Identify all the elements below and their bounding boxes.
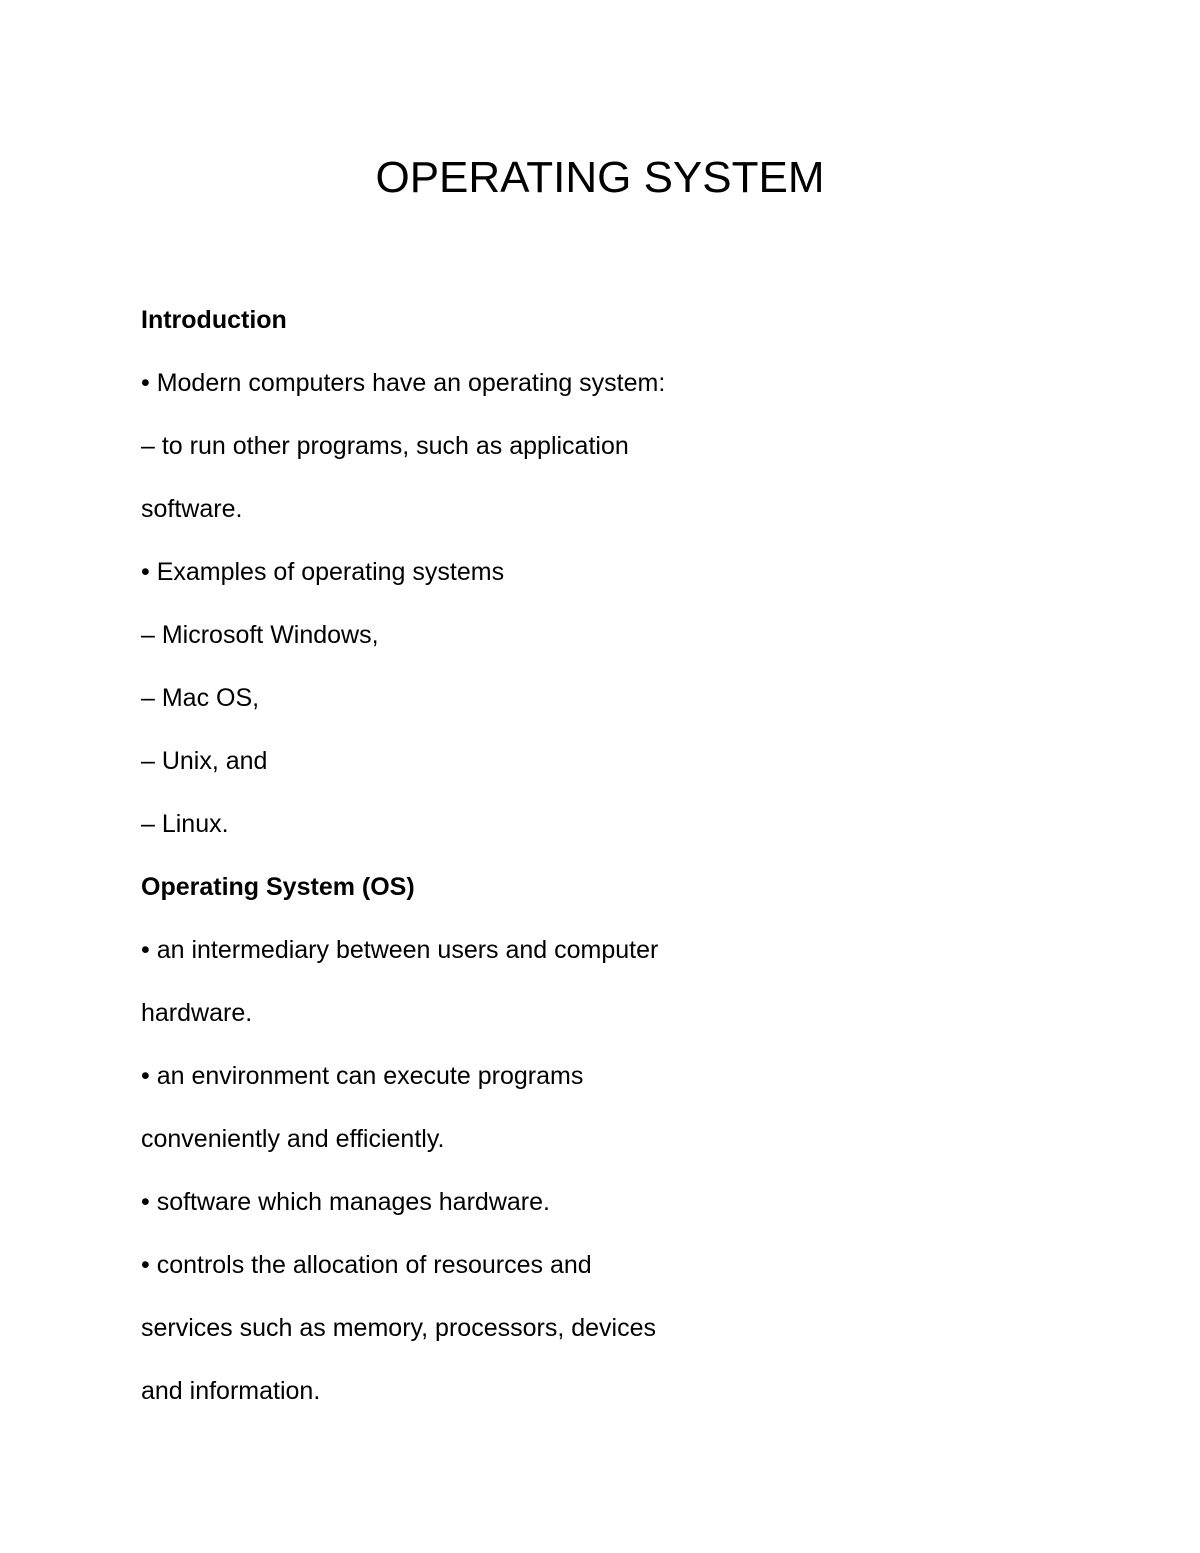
text-line: hardware. <box>141 999 253 1027</box>
text-line: – Unix, and <box>141 747 268 775</box>
text-line: – Linux. <box>141 810 229 838</box>
text-line: • controls the allocation of resources and <box>141 1251 592 1279</box>
text-line: • an intermediary between users and computer <box>141 936 659 964</box>
section-heading-operating-system: Operating System (OS) <box>141 873 415 901</box>
text-line: – Microsoft Windows, <box>141 621 379 649</box>
text-line: – to run other programs, such as application <box>141 432 629 460</box>
text-line: software. <box>141 495 243 523</box>
section-heading-introduction: Introduction <box>141 306 287 334</box>
page-title: OPERATING SYSTEM <box>375 153 825 202</box>
text-line: and information. <box>141 1377 321 1405</box>
text-line: • Examples of operating systems <box>141 558 505 586</box>
text-line: • Modern computers have an operating system: <box>141 369 666 397</box>
text-line: – Mac OS, <box>141 684 260 712</box>
text-line: • software which manages hardware. <box>141 1188 550 1216</box>
text-line: • an environment can execute programs <box>141 1062 584 1090</box>
text-line: services such as memory, processors, devices <box>141 1314 656 1342</box>
text-line: conveniently and efficiently. <box>141 1125 445 1153</box>
